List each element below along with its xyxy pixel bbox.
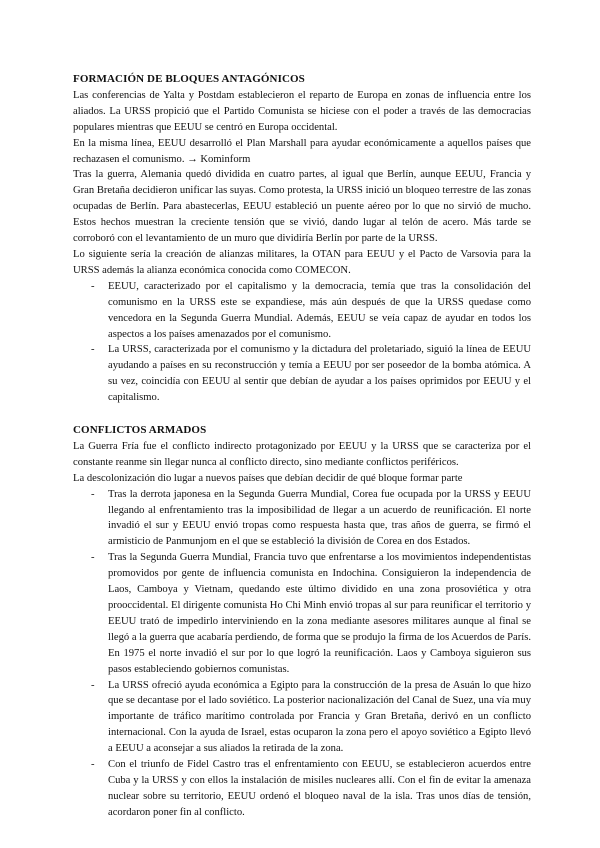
dash-list — [73, 487, 531, 821]
paragraph: Las conferencias de Yalta y Postdam establecieron el reparto de Europa en zonas de influencia entre los aliados. La URSS propició que el Partido Comunista se hiciese con el poder a través de las democracias populares mientras que EEUU se centró en Europa occidental. — [73, 89, 531, 133]
paragraph: Tras la guerra, Alemania quedó dividida en cuatro partes, al igual que Berlín, aunque EEUU, Francia y Gran Bretaña decidieron unificar las suyas. Como protesta, la URSS inició un bloqueo terrestre de las zonas ocupadas de Berlín. Para abastecerlas, EEUU estableció un puente aéreo por lo que no sirvió de mucho. Estos hechos muestran la creciente tensión que se vivió, dando lugar al telón de acero. Más tarde se corroboró con el levantamiento de un muro que dividiría Berlín por parte de la URSS. — [73, 169, 531, 245]
list-item: - Tras la derrota japonesa en la Segunda Guerra Mundial, Corea fue ocupada por la URSS y EEUU llegando al enfrentamiento tras la imposibilidad de llegar a un acuerdo de reunificación. El norte invadió el sur y EEUU envió tropas como respuesta hasta que, tras años de guerra, se firmó el armisticio de Panmunjom en el que se estableció la división de Corea en dos Estados. — [73, 487, 531, 551]
list-item: - La URSS, caracterizada por el comunismo y la dictadura del proletariado, siguió la línea de EEUU ayudando a países en su reconstrucción y temía a EEUU por ser poseedor de la bomba atómica. A su vez, coincidía con EEUU al sentir que debían de ayudar a los países oprimidos por EEUU y el capitalismo. — [73, 342, 531, 406]
list-item: - Tras la Segunda Guerra Mundial, Francia tuvo que enfrentarse a los movimientos independentistas promovidos por gente de influencia comunista en Indochina. Consiguieron la independencia de Laos, Camboya y Vietnam, quedando este último dividido en una zona prosoviética y otra prooccidental. El dirigente comunista Ho Chi Minh envió tropas al sur para reunificar el territorio y EEUU trató de impedirlo interviniendo en la zona mediante asesores militares aunque al final se llegó a la guerra que acabaría perdiendo, de forma que se produjo la firma de los Acuerdos de París. En 1975 el norte invadió el sur por lo que logró la reunificación. Laos y Camboya siguieron sus pasos estableciendo gobiernos comunistas. — [73, 550, 531, 677]
paragraph: La descolonización dio lugar a nuevos países que debían decidir de qué bloque formar parte — [73, 472, 463, 484]
section-heading-bloques: FORMACIÓN DE BLOQUES ANTAGÓNICOS — [73, 73, 305, 85]
document-page — [73, 72, 531, 821]
list-item: - EEUU, caracterizado por el capitalismo y la democracia, temía que tras la consolidación del comunismo en la URSS este se expandiese, más aún después de que la URSS quedase como vencedora en la Segunda Guerra Mundial. Además, EEUU se veía capaz de ayudar en todos los aspectos a los países amenazados por el comunismo. — [73, 279, 531, 343]
paragraph: En la misma línea, EEUU desarrolló el Plan Marshall para ayudar económicamente a aquellos países que rechazasen el comunismo. → Kominform — [73, 137, 531, 165]
paragraph: Lo siguiente sería la creación de alianzas militares, la OTAN para EEUU y el Pacto de Varsovia para la URSS además la alianza económica conocida como COMECON. — [73, 248, 531, 276]
section-heading-conflictos: CONFLICTOS ARMADOS — [73, 424, 207, 437]
dash-list — [73, 279, 531, 406]
list-item: - Con el triunfo de Fidel Castro tras el enfrentamiento con EEUU, se establecieron acuerdos entre Cuba y la URSS y con ellos la instalación de misiles nucleares allí. Con el fin de evitar la amenaza nuclear sobre su territorio, EEUU ordenó el bloqueo naval de la isla. Tras unos días de tensión, acordaron poner fin al conflicto. — [73, 757, 531, 821]
paragraph: La Guerra Fría fue el conflicto indirecto protagonizado por EEUU y la URSS que se caracteriza por el constante reanme sin llegar nunca al conflicto directo, sino mediante conflictos periféricos. — [73, 440, 531, 468]
list-item: - La URSS ofreció ayuda económica a Egipto para la construcción de la presa de Asuán lo que hizo que se decantase por el lado soviético. La posterior nacionalización del Canal de Suez, una vía muy importante de tráfico marítimo controlada por Francia y Gran Bretaña, derivó en un conflicto internacional. Con la ayuda de Israel, estas ocuparon la zona pero el apoyo soviético a Egipto llevó a EEUU a aconsejar a sus aliados la retirada de la zona. — [73, 678, 531, 758]
